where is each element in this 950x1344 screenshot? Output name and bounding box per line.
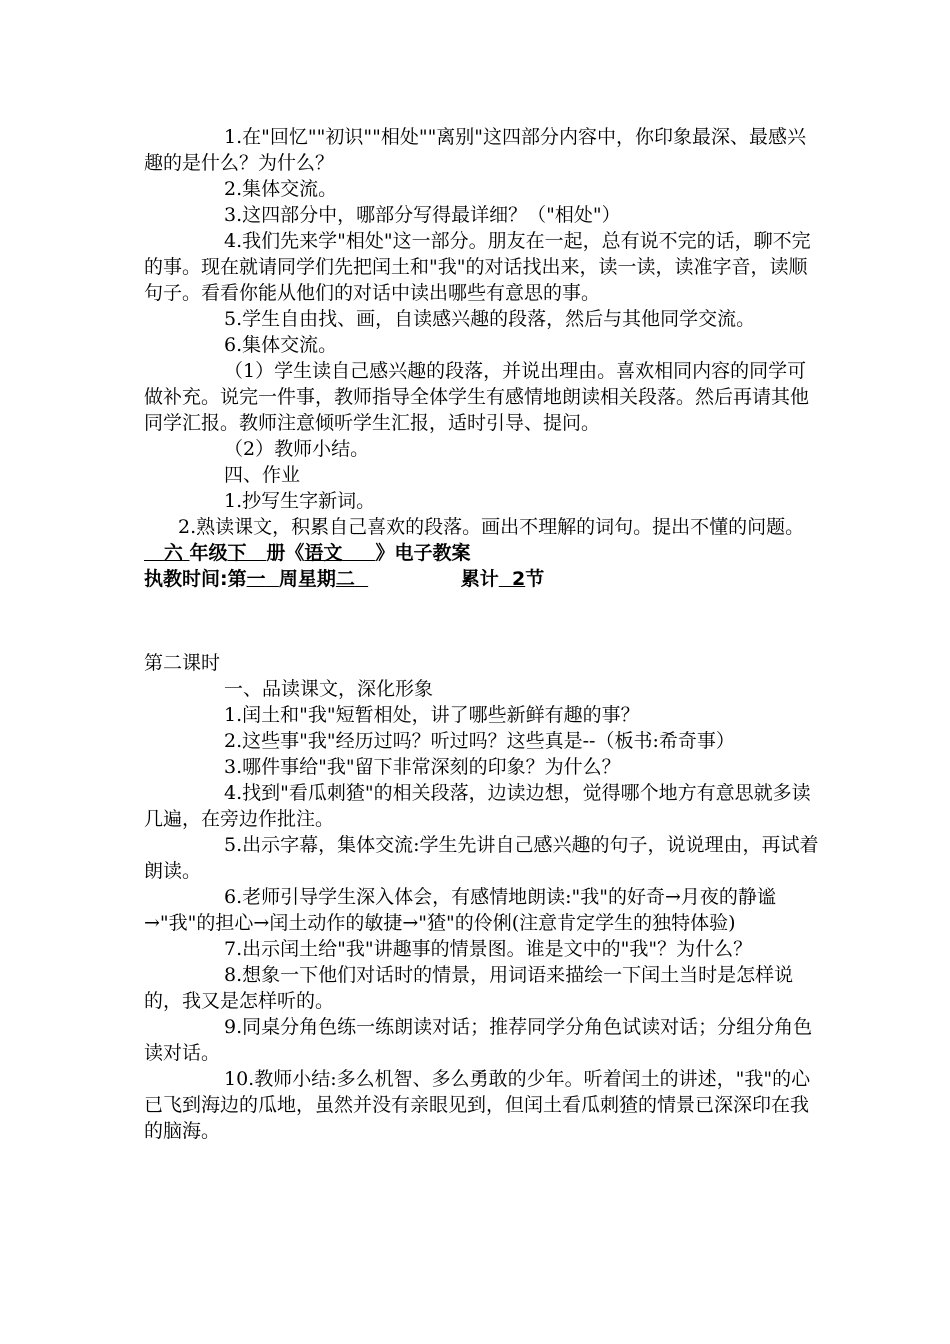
total-value: 2 bbox=[511, 568, 526, 590]
volume-value: 下 bbox=[227, 542, 247, 564]
paragraph: 3.哪件事给"我"留下非常深刻的印象？为什么？ bbox=[224, 756, 621, 778]
paragraph: 6.老师引导学生深入体会，有感情地朗读:"我"的好奇→月夜的静谧→"我"的担心→闰土动作的敏捷→"猹"的伶俐(注意肯定学生的独特体验) bbox=[144, 886, 776, 934]
week-value: 一 bbox=[246, 568, 266, 590]
volume-suffix: 册《 bbox=[266, 542, 305, 564]
paragraph: 10.教师小结:多么机智、多么勇敢的少年。听着闰土的讲述，"我"的心已飞到海边的瓜地，虽然并没有亲眼见到，但闰土看瓜刺猹的情景已深深印在我的脑海。 bbox=[144, 1068, 811, 1142]
paragraph: 8.想象一下他们对话时的情景，用词语来描绘一下闰土当时是怎样说的，我又是怎样听的。 bbox=[144, 964, 794, 1012]
paragraph: 2.这些事"我"经历过吗？听过吗？这些真是--（板书:希奇事） bbox=[224, 730, 735, 752]
paragraph: 6.集体交流。 bbox=[224, 334, 338, 356]
lesson-plan-body bbox=[144, 124, 824, 1144]
paragraph: 5.出示字幕，集体交流:学生先讲自己感兴趣的句子，说说理由，再试着朗读。 bbox=[144, 834, 819, 882]
day-value: 二 bbox=[335, 568, 355, 590]
paragraph: 1.闰土和"我"短暂相处，讲了哪些新鲜有趣的事？ bbox=[224, 704, 640, 726]
paragraph: 3.这四部分中，哪部分写得最详细？（"相处"） bbox=[224, 204, 621, 226]
paragraph: 9.同桌分角色练一练朗读对话；推荐同学分角色试读对话；分组分角色读对话。 bbox=[144, 1016, 813, 1064]
paragraph: （2）教师小结。 bbox=[224, 438, 370, 460]
section-heading: 四、作业 bbox=[224, 464, 301, 486]
week-suffix: 周星期 bbox=[278, 568, 336, 590]
lesson-plan-header-line1 bbox=[144, 540, 824, 566]
grade-suffix: 年级 bbox=[189, 542, 228, 564]
time-label: 执教时间:第 bbox=[144, 568, 247, 590]
paragraph: （1）学生读自己感兴趣的段落，并说出理由。喜欢相同内容的同学可做补充。说完一件事，教师指导全体学生有感情地朗读相关段落。然后再请其他同学汇报。教师注意倾听学生汇报，适时引导、提问。 bbox=[144, 360, 810, 434]
total-suffix: 节 bbox=[525, 568, 545, 590]
grade-value: 六 bbox=[163, 542, 183, 564]
paragraph: 2.熟读课文，积累自己喜欢的段落。画出不理解的词句。提出不懂的问题。 bbox=[178, 516, 805, 538]
paragraph: 4.找到"看瓜刺猹"的相关段落，边读边想，觉得哪个地方有意思就多读几遍，在旁边作批注。 bbox=[144, 782, 811, 830]
paragraph: 1.抄写生字新词。 bbox=[224, 490, 376, 512]
subject-value: 语文 bbox=[304, 542, 343, 564]
spacer bbox=[144, 592, 824, 650]
lesson-plan-header-line2 bbox=[144, 566, 824, 592]
paragraph: 4.我们先来学"相处"这一部分。朋友在一起，总有说不完的话，聊不完的事。现在就请同学们先把闰土和"我"的对话找出来，读一读，读准字音，读顺句子。看看你能从他们的对话中读出哪些有意思的事。 bbox=[144, 230, 811, 304]
total-label: 累计 bbox=[460, 568, 499, 590]
paragraph: 7.出示闰土给"我"讲趣事的情景图。谁是文中的"我"？为什么？ bbox=[224, 938, 753, 960]
title-suffix: 》电子教案 bbox=[375, 542, 471, 564]
lesson-title: 第二课时 bbox=[144, 652, 221, 674]
section-heading: 一、品读课文，深化形象 bbox=[224, 678, 434, 700]
paragraph: 5.学生自由找、画，自读感兴趣的段落，然后与其他同学交流。 bbox=[224, 308, 756, 330]
paragraph: 1.在"回忆""初识""相处""离别"这四部分内容中，你印象最深、最感兴趣的是什么？为什么？ bbox=[144, 126, 807, 174]
paragraph: 2.集体交流。 bbox=[224, 178, 338, 200]
